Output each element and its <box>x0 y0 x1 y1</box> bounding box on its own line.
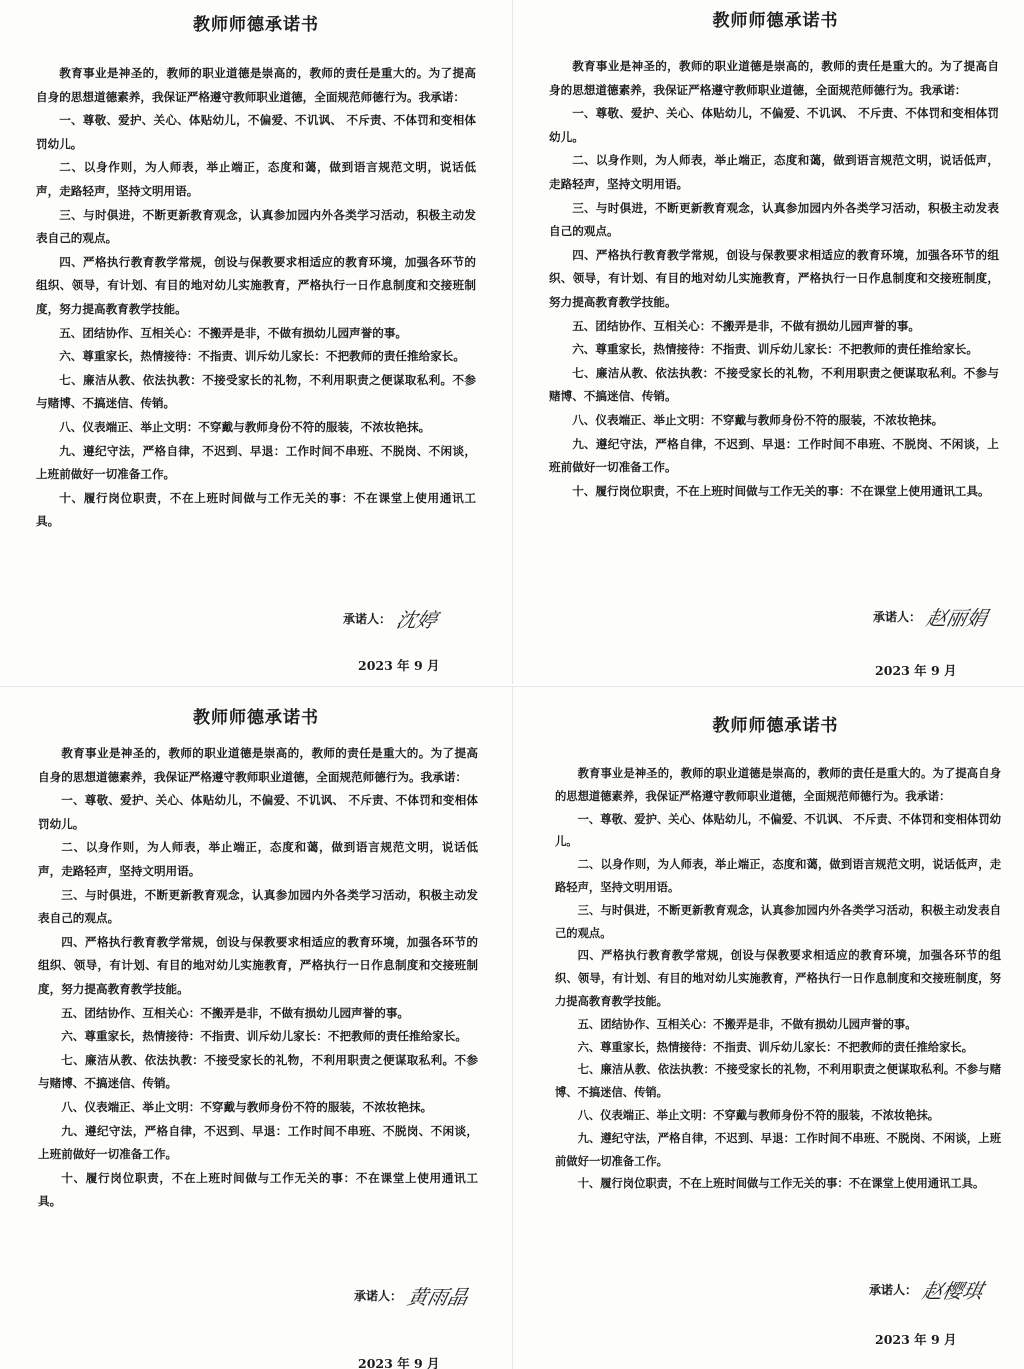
pledge-item-8: 八、仪表端正、举止文明：不穿戴与教师身份不符的服装，不浓妆艳抹。 <box>577 1107 940 1122</box>
pledge-item-6: 六、尊重家长，热情接待：不指责、训斥幼儿家长：不把教师的责任推给家长。 <box>61 1029 467 1044</box>
pledge-item-3: 三、与时俱进，不断更新教育观念，认真参加园内外各类学习活动，积极主动发表自己的观点。 <box>36 207 476 246</box>
pledge-sheet-3 <box>0 686 512 1369</box>
pledge-item-9: 九、遵纪守法，严格自律，不迟到、早退：工作时间不串班、不脱岗、不闲谈，上班前做好一切准备工作。 <box>555 1130 1001 1168</box>
pledge-item-6: 六、尊重家长，热情接待：不指责、训斥幼儿家长：不把教师的责任推给家长。 <box>572 342 978 357</box>
document-body <box>36 62 476 534</box>
pledge-sheet-2 <box>512 0 1024 684</box>
pledge-item-10: 十、履行岗位职责，不在上班时间做与工作无关的事：不在课堂上使用通讯工具。 <box>38 1170 478 1209</box>
pledge-item-3: 三、与时俱进，不断更新教育观念，认真参加园内外各类学习活动，积极主动发表自己的观点。 <box>38 887 478 926</box>
pledge-item-1: 一、尊敬、爱护、关心、体贴幼儿，不偏爱、不讥讽、 不斥责、不体罚和变相体罚幼儿。 <box>549 106 999 144</box>
pledge-item-3: 三、与时俱进，不断更新教育观念，认真参加园内外各类学习活动，积极主动发表自己的观点。 <box>549 200 999 239</box>
pledge-item-2: 二、以身作则，为人师表，举止端正，态度和蔼，做到语言规范文明，说话低声，走路轻声，坚持文明用语。 <box>38 840 478 878</box>
page-title: 教师师德承诺书 <box>712 11 839 31</box>
pledge-item-3: 三、与时俱进，不断更新教育观念，认真参加园内外各类学习活动，积极主动发表自己的观点。 <box>555 902 1001 940</box>
pledge-item-2: 二、以身作则，为人师表，举止端正，态度和蔼，做到语言规范文明，说话低声，走路轻声，坚持文明用语。 <box>555 857 1001 894</box>
document-body <box>549 55 999 503</box>
signature-line <box>873 602 990 631</box>
page-title: 教师师德承诺书 <box>193 15 319 35</box>
intro-paragraph: 教育事业是神圣的，教师的职业道德是崇高的，教师的责任是重大的。为了提高自身的思想道德素养，我保证严格遵守教师职业道德，全面规范师德行为。我承诺： <box>36 66 476 104</box>
pledge-item-1: 一、尊敬、爱护、关心、体贴幼儿，不偏爱、不讥讽、 不斥责、不体罚和变相体罚幼儿。 <box>555 811 1001 849</box>
pledge-item-7: 七、廉洁从教、依法执教：不接受家长的礼物，不利用职责之便谋取私利。不参与赌博、不搞迷信、传销。 <box>555 1062 1001 1100</box>
pledge-item-5: 五、团结协作、互相关心：不搬弄是非，不做有损幼儿园声誉的事。 <box>61 1005 410 1020</box>
pledge-sheet-4 <box>512 686 1024 1369</box>
pledge-item-9: 九、遵纪守法，严格自律，不迟到、早退：工作时间不串班、不脱岗、不闲谈，上班前做好一切准备工作。 <box>549 436 999 475</box>
document-body <box>555 762 1001 1195</box>
page-title: 教师师德承诺书 <box>712 716 839 736</box>
signature-line <box>343 604 440 633</box>
signature-label: 承诺人： <box>354 1289 403 1303</box>
pledge-item-4: 四、严格执行教育教学常规，创设与保教要求相适应的教育环境，加强各环节的组织、领导，有计划、有目的地对幼儿实施教育，严格执行一日作息制度和交接班制度，努力提高教育教学技能。 <box>555 948 1001 1008</box>
pledge-item-9: 九、遵纪守法，严格自律，不迟到、早退：工作时间不串班、不脱岗、不闲谈，上班前做好一切准备工作。 <box>38 1123 478 1162</box>
pledge-item-4: 四、严格执行教育教学常规，创设与保教要求相适应的教育环境，加强各环节的组织、领导，有计划、有目的地对幼儿实施教育，严格执行一日作息制度和交接班制度，努力提高教育教学技能。 <box>38 934 478 996</box>
signature-line <box>354 1281 471 1310</box>
pledge-item-8: 八、仪表端正、举止文明：不穿戴与教师身份不符的服装，不浓妆艳抹。 <box>59 419 431 434</box>
pledge-item-1: 一、尊敬、爱护、关心、体贴幼儿，不偏爱、不讥讽、 不斥责、不体罚和变相体罚幼儿。 <box>38 793 478 831</box>
pledge-item-7: 七、廉洁从教、依法执教：不接受家长的礼物，不利用职责之便谋取私利。不参与赌博、不搞迷信、传销。 <box>36 372 476 411</box>
pledge-item-10: 十、履行岗位职责，不在上班时间做与工作无关的事：不在课堂上使用通讯工具。 <box>577 1176 985 1191</box>
pledge-item-4: 四、严格执行教育教学常规，创设与保教要求相适应的教育环境，加强各环节的组织、领导，有计划、有目的地对幼儿实施教育，严格执行一日作息制度和交接班制度，努力提高教育教学技能。 <box>549 247 999 309</box>
pledge-item-5: 五、团结协作、互相关心：不搬弄是非，不做有损幼儿园声誉的事。 <box>572 318 921 333</box>
document-date: 2023 年 9 月 <box>875 663 957 678</box>
pledge-item-9: 九、遵纪守法，严格自律，不迟到、早退：工作时间不串班、不脱岗、不闲谈，上班前做好一切准备工作。 <box>36 443 476 482</box>
signature-label: 承诺人： <box>873 610 922 624</box>
handwritten-signature: 赵樱琪 <box>920 1279 986 1303</box>
handwritten-signature: 赵丽娟 <box>924 606 990 630</box>
intro-paragraph: 教育事业是神圣的，教师的职业道德是崇高的，教师的责任是重大的。为了提高自身的思想道德素养，我保证严格遵守教师职业道德，全面规范师德行为。我承诺： <box>549 59 999 97</box>
pledge-item-7: 七、廉洁从教、依法执教：不接受家长的礼物，不利用职责之便谋取私利。不参与赌博、不搞迷信、传销。 <box>549 365 999 404</box>
document-date: 2023 年 9 月 <box>358 1356 440 1369</box>
pledge-item-4: 四、严格执行教育教学常规，创设与保教要求相适应的教育环境，加强各环节的组织、领导，有计划、有目的地对幼儿实施教育，严格执行一日作息制度和交接班制度，努力提高教育教学技能。 <box>36 254 476 316</box>
signature-label: 承诺人： <box>869 1283 918 1297</box>
pledge-item-5: 五、团结协作、互相关心：不搬弄是非，不做有损幼儿园声誉的事。 <box>59 325 408 340</box>
pledge-item-2: 二、以身作则，为人师表，举止端正，态度和蔼，做到语言规范文明，说话低声，走路轻声，坚持文明用语。 <box>36 160 476 198</box>
pledge-item-5: 五、团结协作、互相关心：不搬弄是非，不做有损幼儿园声誉的事。 <box>577 1016 917 1031</box>
pledge-item-8: 八、仪表端正、举止文明：不穿戴与教师身份不符的服装，不浓妆艳抹。 <box>572 412 944 427</box>
intro-paragraph: 教育事业是神圣的，教师的职业道德是崇高的，教师的责任是重大的。为了提高自身的思想道德素养，我保证严格遵守教师职业道德，全面规范师德行为。我承诺： <box>38 746 478 784</box>
pledge-item-6: 六、尊重家长，热情接待：不指责、训斥幼儿家长：不把教师的责任推给家长。 <box>59 349 465 364</box>
handwritten-signature: 黄雨晶 <box>405 1285 471 1309</box>
pledge-item-1: 一、尊敬、爱护、关心、体贴幼儿，不偏爱、不讥讽、 不斥责、不体罚和变相体罚幼儿。 <box>36 113 476 151</box>
page-title: 教师师德承诺书 <box>193 708 319 728</box>
signature-line <box>869 1275 986 1304</box>
handwritten-signature: 沈婷 <box>394 608 440 632</box>
document-date: 2023 年 9 月 <box>875 1332 957 1347</box>
pledge-item-8: 八、仪表端正、举止文明：不穿戴与教师身份不符的服装，不浓妆艳抹。 <box>61 1099 433 1114</box>
pledge-item-10: 十、履行岗位职责，不在上班时间做与工作无关的事：不在课堂上使用通讯工具。 <box>572 483 990 498</box>
pledge-item-10: 十、履行岗位职责，不在上班时间做与工作无关的事：不在课堂上使用通讯工具。 <box>36 490 476 529</box>
document-body <box>38 742 478 1214</box>
signature-label: 承诺人： <box>343 612 392 626</box>
pledge-item-2: 二、以身作则，为人师表，举止端正，态度和蔼，做到语言规范文明，说话低声，走路轻声，坚持文明用语。 <box>549 153 999 191</box>
pledge-sheet-1 <box>0 0 512 684</box>
pledge-item-7: 七、廉洁从教、依法执教：不接受家长的礼物，不利用职责之便谋取私利。不参与赌博、不搞迷信、传销。 <box>38 1052 478 1091</box>
pledge-item-6: 六、尊重家长，热情接待：不指责、训斥幼儿家长：不把教师的责任推给家长。 <box>577 1039 973 1054</box>
document-date: 2023 年 9 月 <box>358 658 440 673</box>
intro-paragraph: 教育事业是神圣的，教师的职业道德是崇高的，教师的责任是重大的。为了提高自身的思想道德素养，我保证严格遵守教师职业道德，全面规范师德行为。我承诺： <box>555 766 1001 803</box>
